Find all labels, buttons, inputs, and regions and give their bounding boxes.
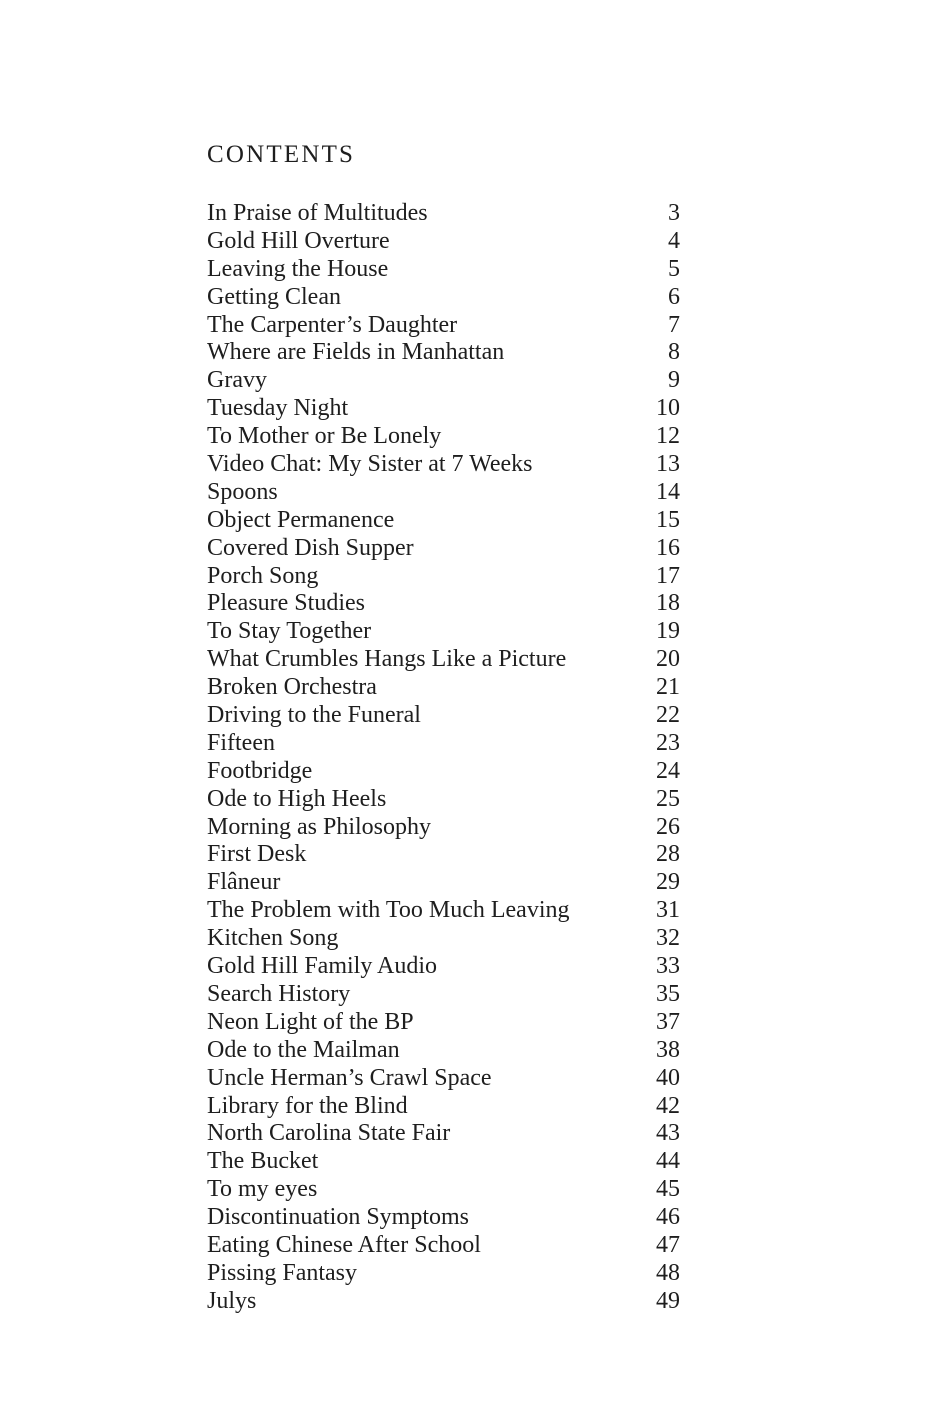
toc-entry-page-number: 12 <box>656 423 680 450</box>
toc-entry <box>207 868 680 896</box>
toc-entry-title: Porch Song <box>207 562 319 589</box>
toc-entry <box>207 422 680 450</box>
toc-entry-title: Gold Hill Overture <box>207 227 390 254</box>
toc-entry-title: Gravy <box>207 367 267 394</box>
toc-entry <box>207 1203 680 1231</box>
toc-entry <box>207 199 680 227</box>
toc-entry-title: Morning as Philosophy <box>207 813 432 840</box>
toc-entry-page-number: 28 <box>656 841 680 868</box>
toc-entry <box>207 338 680 366</box>
toc-entry-page-number: 4 <box>668 227 680 254</box>
toc-entry-page-number: 14 <box>656 478 680 505</box>
toc-entry-title: To Mother or Be Lonely <box>207 423 442 450</box>
toc-entry-title: Library for the Blind <box>207 1092 408 1119</box>
toc-entry-title: Video Chat: My Sister at 7 Weeks <box>207 451 533 478</box>
toc-entry <box>207 1119 680 1147</box>
toc-entry <box>207 283 680 311</box>
toc-entry-title: Ode to the Mailman <box>207 1036 400 1063</box>
toc-entry <box>207 1175 680 1203</box>
toc-entry <box>207 589 680 617</box>
toc-entry-title: Eating Chinese After School <box>207 1231 481 1258</box>
toc-entry <box>207 1147 680 1175</box>
toc-entry-page-number: 40 <box>656 1064 680 1091</box>
toc-entry-page-number: 32 <box>656 925 680 952</box>
toc-entry-page-number: 7 <box>668 311 680 338</box>
toc-entry-page-number: 3 <box>668 200 680 226</box>
toc-entry <box>207 478 680 506</box>
toc-entry <box>207 729 680 757</box>
toc-entry-page-number: 35 <box>656 980 680 1007</box>
toc-entry-title: Fifteen <box>207 729 275 756</box>
table-of-contents <box>207 199 680 1315</box>
toc-entry <box>207 366 680 394</box>
toc-entry-title: First Desk <box>207 841 307 868</box>
toc-entry-page-number: 33 <box>656 953 680 980</box>
toc-entry-title: Uncle Herman’s Crawl Space <box>207 1064 492 1091</box>
toc-entry <box>207 617 680 645</box>
toc-entry <box>207 1064 680 1092</box>
toc-entry-page-number: 17 <box>656 562 680 589</box>
toc-entry <box>207 227 680 255</box>
toc-entry <box>207 534 680 562</box>
toc-entry-title: Ode to High Heels <box>207 785 387 812</box>
toc-entry-title: Leaving the House <box>207 255 389 282</box>
toc-entry-title: North Carolina State Fair <box>207 1120 451 1147</box>
toc-entry-page-number: 9 <box>668 367 680 394</box>
toc-entry <box>207 255 680 283</box>
toc-entry-title: In Praise of Multitudes <box>207 200 428 226</box>
toc-entry <box>207 785 680 813</box>
toc-entry-page-number: 22 <box>656 702 680 729</box>
toc-entry-page-number: 19 <box>656 618 680 645</box>
toc-entry <box>207 924 680 952</box>
toc-entry-title: Gold Hill Family Audio <box>207 953 438 980</box>
toc-entry-title: Getting Clean <box>207 283 341 310</box>
toc-entry <box>207 1231 680 1259</box>
toc-entry <box>207 840 680 868</box>
toc-entry-title: Flâneur <box>207 869 281 896</box>
toc-entry-page-number: 37 <box>656 1008 680 1035</box>
toc-entry-title: Covered Dish Supper <box>207 534 414 561</box>
toc-entry <box>207 506 680 534</box>
toc-entry <box>207 673 680 701</box>
contents-heading: CONTENTS <box>207 141 356 168</box>
toc-entry-page-number: 47 <box>656 1231 680 1258</box>
toc-entry-page-number: 44 <box>656 1148 680 1175</box>
toc-entry-page-number: 48 <box>656 1259 680 1286</box>
toc-entry-page-number: 45 <box>656 1176 680 1203</box>
toc-entry <box>207 1259 680 1287</box>
toc-entry-title: Neon Light of the BP <box>207 1008 414 1035</box>
toc-entry-page-number: 31 <box>656 897 680 924</box>
toc-entry-page-number: 29 <box>656 869 680 896</box>
toc-entry-page-number: 21 <box>656 674 680 701</box>
toc-entry <box>207 813 680 841</box>
toc-entry-page-number: 46 <box>656 1204 680 1231</box>
toc-entry-title: Kitchen Song <box>207 925 339 952</box>
toc-entry <box>207 980 680 1008</box>
toc-entry-title: Where are Fields in Manhattan <box>207 339 505 366</box>
toc-entry-title: The Bucket <box>207 1148 319 1175</box>
toc-entry <box>207 562 680 590</box>
toc-entry-title: Driving to the Funeral <box>207 702 421 729</box>
toc-entry-page-number: 23 <box>656 729 680 756</box>
toc-entry <box>207 1036 680 1064</box>
toc-entry <box>207 1008 680 1036</box>
toc-entry-title: Broken Orchestra <box>207 674 377 701</box>
toc-entry <box>207 311 680 339</box>
toc-entry-title: To Stay Together <box>207 618 372 645</box>
toc-entry <box>207 394 680 422</box>
toc-entry-page-number: 42 <box>656 1092 680 1119</box>
toc-entry-page-number: 10 <box>656 395 680 422</box>
toc-entry <box>207 896 680 924</box>
toc-entry-page-number: 16 <box>656 534 680 561</box>
toc-entry-title: Footbridge <box>207 757 313 784</box>
toc-entry-page-number: 49 <box>656 1287 680 1314</box>
toc-entry <box>207 1092 680 1120</box>
toc-entry-title: Search History <box>207 980 351 1007</box>
toc-entry <box>207 1287 680 1315</box>
toc-entry <box>207 757 680 785</box>
toc-entry-page-number: 18 <box>656 590 680 617</box>
toc-entry-page-number: 13 <box>656 451 680 478</box>
toc-entry-page-number: 20 <box>656 646 680 673</box>
toc-entry-page-number: 5 <box>668 255 680 282</box>
toc-entry-page-number: 24 <box>656 757 680 784</box>
toc-entry-title: Discontinuation Symptoms <box>207 1204 470 1231</box>
toc-entry-title: The Problem with Too Much Leaving <box>207 897 570 924</box>
toc-entry-page-number: 15 <box>656 506 680 533</box>
toc-entry-page-number: 8 <box>668 339 680 366</box>
toc-entry-page-number: 25 <box>656 785 680 812</box>
toc-entry <box>207 450 680 478</box>
toc-entry-page-number: 26 <box>656 813 680 840</box>
toc-entry-page-number: 43 <box>656 1120 680 1147</box>
toc-entry-title: Pissing Fantasy <box>207 1259 358 1286</box>
toc-entry <box>207 645 680 673</box>
toc-entry-title: Julys <box>207 1287 257 1314</box>
toc-entry-title: Object Permanence <box>207 506 395 533</box>
toc-entry-title: Tuesday Night <box>207 395 349 422</box>
toc-entry-page-number: 38 <box>656 1036 680 1063</box>
toc-entry-title: The Carpenter’s Daughter <box>207 311 458 338</box>
toc-entry-title: What Crumbles Hangs Like a Picture <box>207 646 567 673</box>
toc-entry <box>207 952 680 980</box>
toc-entry-title: Pleasure Studies <box>207 590 365 617</box>
toc-entry-page-number: 6 <box>668 283 680 310</box>
toc-entry-title: To my eyes <box>207 1176 318 1203</box>
toc-entry-title: Spoons <box>207 478 278 505</box>
toc-entry <box>207 701 680 729</box>
